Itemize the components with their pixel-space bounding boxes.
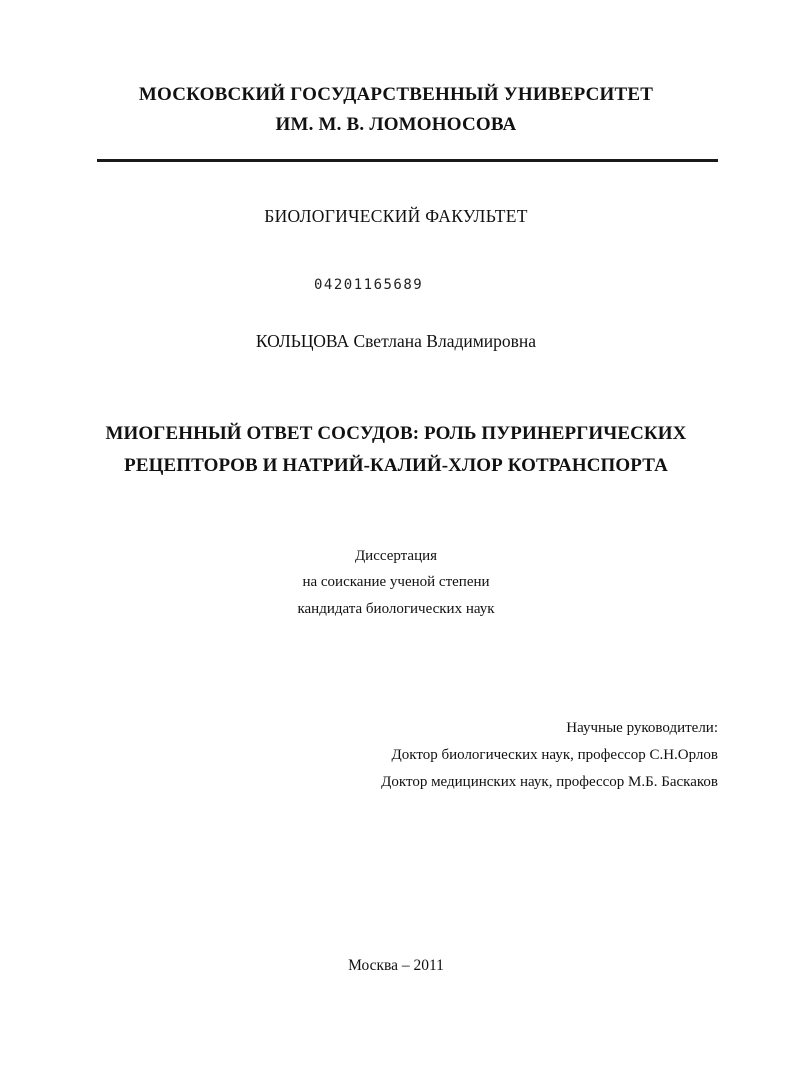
supervisor-1: Доктор биологических наук, профессор С.Н.Орлов <box>391 747 718 763</box>
city-year: Москва – 2011 <box>348 957 444 974</box>
dissertation-label: Диссертация <box>354 548 438 564</box>
header-divider <box>97 159 718 162</box>
faculty-name: БИОЛОГИЧЕСКИЙ ФАКУЛЬТЕТ <box>264 206 528 226</box>
author-name: КОЛЬЦОВА Светлана Владимировна <box>255 331 537 351</box>
catalog-number: 04201165689 <box>314 277 424 293</box>
supervisors-heading: Научные руководители: <box>566 720 718 736</box>
degree-line1: на соискание ученой степени <box>302 574 490 590</box>
supervisor-2: Доктор медицинских наук, профессор М.Б. Баскаков <box>381 774 718 790</box>
thesis-title-line2: РЕЦЕПТОРОВ И НАТРИЙ-КАЛИЙ-ХЛОР КОТРАНСПОРТА <box>124 455 668 476</box>
university-name-line1: МОСКОВСКИЙ ГОСУДАРСТВЕННЫЙ УНИВЕРСИТЕТ <box>138 84 654 105</box>
thesis-title-line1: МИОГЕННЫЙ ОТВЕТ СОСУДОВ: РОЛЬ ПУРИНЕРГИЧЕСКИХ <box>105 423 687 444</box>
degree-line2: кандидата биологических наук <box>297 601 495 617</box>
university-name-line2: ИМ. М. В. ЛОМОНОСОВА <box>275 114 517 135</box>
